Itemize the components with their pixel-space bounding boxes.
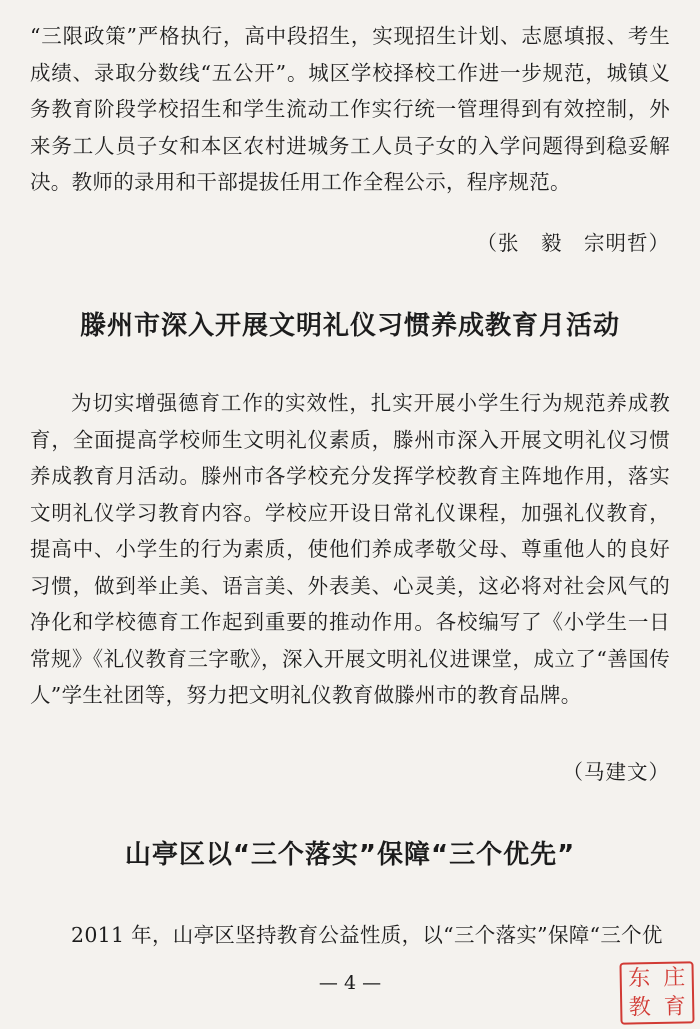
- article3-title: 山亭区以“三个落实”保障“三个优先”: [124, 840, 576, 870]
- article2-body: 为切实增强德育工作的实效性，扎实开展小学生行为规范养成教育，全面提高学校师生文明礼仪素质，滕州市深入开展文明礼仪习惯养成教育月活动。滕州市各学校充分发挥学校教育主阵地作用，落实文明礼仪学习教育内容。学校应开设日常礼仪课程，加强礼仪教育，提高中、小学生的行为素质，使他们养成孝敬父母、尊重他人的良好习惯，做到举止美、语言美、外表美、心灵美，这必将对社会风气的净化和学校德育工作起到重要的推动作用。各校编写了《小学生一日常规》《礼仪教育三字歌》，深入开展文明礼仪进课堂，成立了“善国传人”学生社团等，努力把文明礼仪教育做滕州市的教育品牌。: [30, 391, 670, 707]
- article1-body: “三限政策”严格执行，高中段招生，实现招生计划、志愿填报、考生成绩、录取分数线“五公开”。城区学校择校工作进一步规范，城镇义务教育阶段学校招生和学生流动工作实行统一管理得到有效控制，外来务工人员子女和本区农村进城务工人员子女的入学问题得到稳妥解决。教师的录用和干部提拔任用工作全程公示，程序规范。: [30, 24, 670, 194]
- seal-char: 育: [663, 994, 686, 1020]
- article2-author: （马建文）: [562, 760, 670, 784]
- article3-body: 2011 年，山亭区坚持教育公益性质，以“三个落实”保障“三个优: [71, 923, 663, 947]
- article1-author: （张 毅 宗明哲）: [476, 231, 670, 255]
- article2-title: 滕州市深入开展文明礼仪习惯养成教育月活动: [79, 311, 620, 341]
- red-seal-stamp: [619, 961, 694, 1024]
- seal-char: 东: [628, 966, 651, 992]
- seal-char: 教: [628, 995, 651, 1021]
- seal-char: 庄: [663, 965, 686, 991]
- page-number: — 4 —: [318, 972, 382, 994]
